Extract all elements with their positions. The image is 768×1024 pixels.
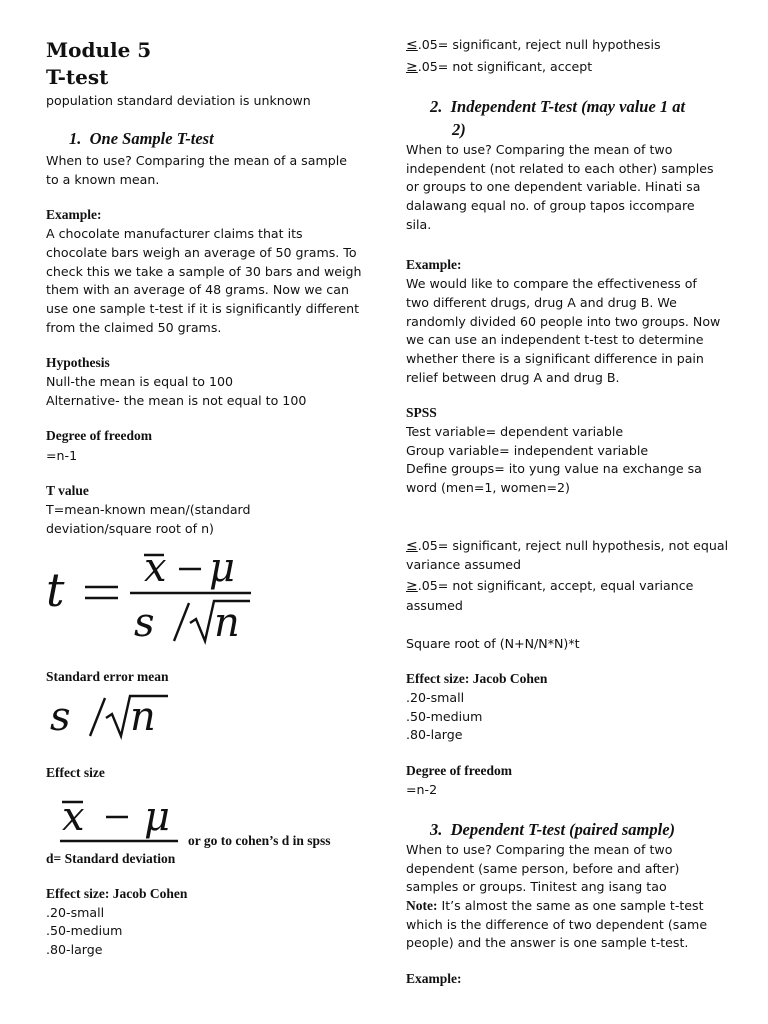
section3-when-line: When to use? Comparing the mean of two <box>406 842 673 857</box>
svg-text:s: s <box>50 694 71 740</box>
spss-line: word (men=1, women=2) <box>406 480 570 495</box>
cohen-label: Effect size: Jacob Cohen <box>46 886 188 901</box>
spss-line: Test variable= dependent variable <box>406 424 624 439</box>
svg-text:x: x <box>144 545 167 591</box>
section3-note-line: people) and the answer is one sample t-test. <box>406 935 689 950</box>
section3-note-line: which is the difference of two dependent (same <box>406 917 708 932</box>
section2-when-line: When to use? Comparing the mean of two <box>406 142 673 157</box>
section3-when-line: samples or groups. Tinitest ang isang tao <box>406 879 667 894</box>
svg-text:μ: μ <box>144 794 170 840</box>
tvalue-line1: T=mean-known mean/(standard <box>46 502 251 517</box>
effect-size-d: d= Standard deviation <box>46 851 176 866</box>
section1-example-line: them with an average of 48 grams. Now we can <box>46 282 349 297</box>
null-hypothesis: Null-the mean is equal to 100 <box>46 374 234 389</box>
section3-example-label: Example: <box>406 971 462 986</box>
section1-title: One Sample T-test <box>89 129 214 148</box>
section2-when-line: independent (not related to each other) samples <box>406 161 714 176</box>
svg-text:s: s <box>134 600 155 646</box>
section1-number: 1. <box>69 129 82 148</box>
svg-text:n: n <box>214 600 240 646</box>
effect-size-note: or go to cohen’s d in spss <box>188 833 331 848</box>
cohen-label-2: Effect size: Jacob Cohen <box>406 671 548 686</box>
section2-when-line: dalawang equal no. of group tapos iccompare <box>406 198 695 213</box>
section2-example-line: whether there is a significant difference in pain <box>406 351 704 366</box>
svg-text:t: t <box>46 563 65 617</box>
section2-example-line: we can use an independent t-test to determine <box>406 332 704 347</box>
section2-example-line: relief between drug A and drug B. <box>406 370 620 385</box>
svg-text:n: n <box>130 694 156 740</box>
t-statistic-formula <box>46 543 261 648</box>
section1-example-label: Example: <box>46 207 102 222</box>
spss-line: Group variable= independent variable <box>406 443 649 458</box>
effect-size-formula <box>58 790 183 845</box>
cohen-large-2: .80-large <box>406 727 463 742</box>
svg-text:x: x <box>62 794 85 840</box>
significance-line-3b: variance assumed <box>406 557 522 572</box>
section2-title-line2: 2) <box>452 120 466 139</box>
section3-note-line: Note: It’s almost the same as one sample t-test <box>406 898 704 913</box>
section2-title: Independent T-test (may value 1 at <box>450 97 686 116</box>
section3-title: Dependent T-test (paired sample) <box>450 820 676 839</box>
greater-equal-symbol: ≥ <box>406 578 418 594</box>
spss-label: SPSS <box>406 405 437 420</box>
section1-example-line: A chocolate manufacturer claims that its <box>46 226 303 241</box>
section1-when-line2: to a known mean. <box>46 172 160 187</box>
section2-number: 2. <box>430 97 443 116</box>
significance-line-4b: assumed <box>406 598 463 613</box>
section1-example-line: check this we take a sample of 30 bars and weigh <box>46 264 362 279</box>
effect-size-label: Effect size <box>46 765 105 780</box>
section3-number: 3. <box>430 820 443 839</box>
sqrt-line: Square root of (N+N/N*N)*t <box>406 636 580 651</box>
standard-error-formula <box>46 690 176 745</box>
svg-text:μ: μ <box>209 545 235 591</box>
intro-text: population standard deviation is unknown <box>46 93 311 108</box>
section1-example-line: from the claimed 50 grams. <box>46 320 222 335</box>
section1-example-line: use one sample t-test if it is significantly different <box>46 301 360 316</box>
significance-line-1: ≤.05= significant, reject null hypothesis <box>406 37 661 53</box>
section2-example-line: We would like to compare the effectiveness of <box>406 276 697 291</box>
section1-example-line: chocolate bars weigh an average of 50 grams. To <box>46 245 357 260</box>
section1-when-line1: When to use? Comparing the mean of a sample <box>46 153 347 168</box>
cohen-medium-2: .50-medium <box>406 709 483 724</box>
topic-title: T-test <box>46 65 109 89</box>
significance-line-2: ≥.05= not significant, accept <box>406 59 593 75</box>
cohen-large: .80-large <box>46 942 103 957</box>
sem-label: Standard error mean <box>46 669 169 684</box>
cohen-medium: .50-medium <box>46 923 123 938</box>
significance-line-4: ≥.05= not significant, accept, equal variance <box>406 578 694 594</box>
dof-label-2: Degree of freedom <box>406 763 512 778</box>
dof-label: Degree of freedom <box>46 428 152 443</box>
section3-when-line: dependent (same person, before and after) <box>406 861 680 876</box>
note-label: Note: <box>406 898 438 913</box>
tvalue-line2: deviation/square root of n) <box>46 521 214 536</box>
tvalue-label: T value <box>46 483 89 498</box>
alternative-hypothesis: Alternative- the mean is not equal to 100 <box>46 393 307 408</box>
section2-when-line: or groups to one dependent variable. Hinati sa <box>406 179 701 194</box>
hypothesis-label: Hypothesis <box>46 355 110 370</box>
section1-heading <box>69 129 214 149</box>
section3-heading <box>430 820 675 840</box>
significance-line-3: ≤.05= significant, reject null hypothesis, not equal <box>406 538 729 554</box>
section2-example-label: Example: <box>406 257 462 272</box>
dof-value-2: =n-2 <box>406 782 438 797</box>
spss-line: Define groups= ito yung value na exchange sa <box>406 461 702 476</box>
greater-equal-symbol: ≥ <box>406 59 418 75</box>
cohen-small: .20-small <box>46 905 105 920</box>
section2-heading <box>430 97 685 117</box>
section2-example-line: randomly divided 60 people into two groups. Now <box>406 314 721 329</box>
section2-when-line: sila. <box>406 217 432 232</box>
cohen-small-2: .20-small <box>406 690 465 705</box>
dof-value: =n-1 <box>46 448 78 463</box>
less-equal-symbol: ≤ <box>406 37 418 53</box>
module-title: Module 5 <box>46 38 152 62</box>
section2-example-line: two different drugs, drug A and drug B. We <box>406 295 677 310</box>
less-equal-symbol: ≤ <box>406 538 418 554</box>
